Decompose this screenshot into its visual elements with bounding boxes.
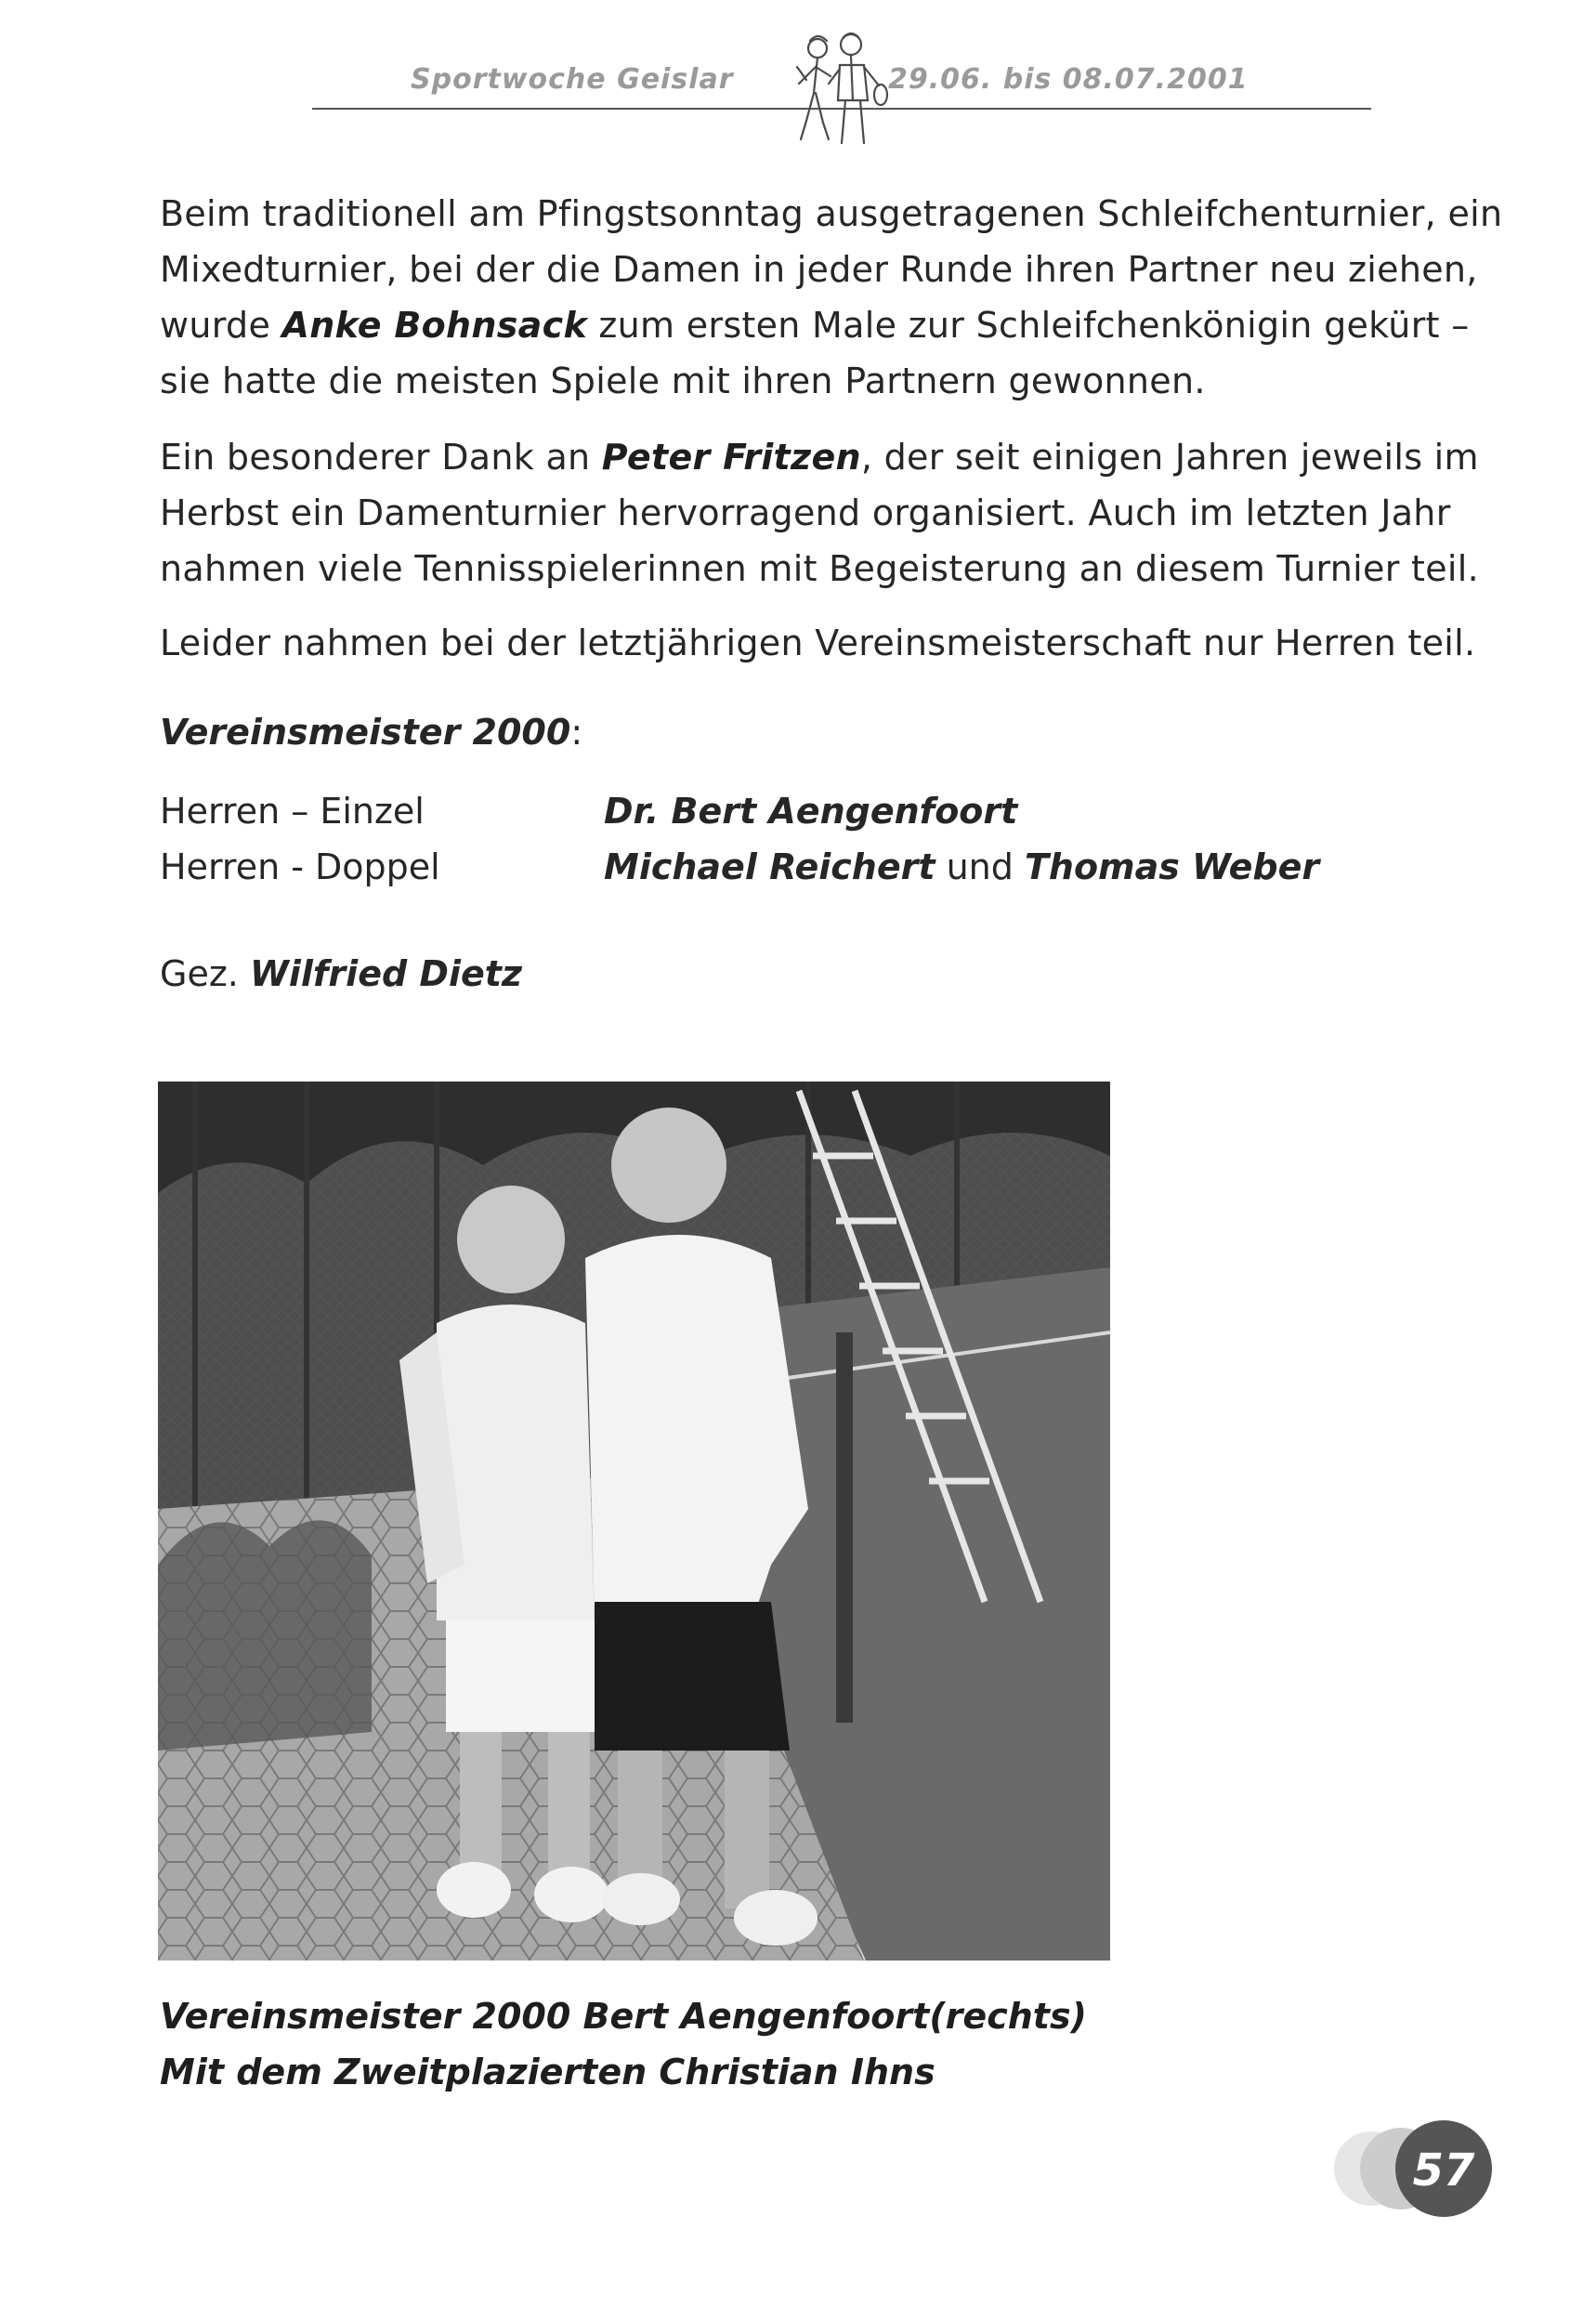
champion-category: Herren – Einzel <box>160 791 425 832</box>
photo-caption <box>160 1988 1087 2100</box>
highlighted-name: Peter Fritzen <box>601 437 861 478</box>
paragraph-text: Beim traditionell am Pfingstsonntag ausgetragenen Schleifchenturnier, ein Mixedturnier, bei der die Damen in jeder Runde ihren Partner neu ziehen, wurde <box>160 193 1503 346</box>
caption-line: Mit dem Zweitplazierten Christian Ihns <box>160 2052 935 2092</box>
signature-prefix: Gez. <box>160 953 250 994</box>
paragraph-vereinsmeisterschaft <box>160 615 1507 671</box>
champion-winner: Dr. Bert Aengenfoort <box>604 791 1018 832</box>
tennis-champions-photo <box>158 1082 1110 1960</box>
page-number: 57 <box>1412 2144 1475 2197</box>
page-header <box>312 56 1371 167</box>
champions-title: Vereinsmeister 2000 <box>160 712 571 753</box>
champion-winner: Michael Reichert <box>604 846 935 887</box>
champion-joiner: und <box>935 846 1025 887</box>
highlighted-name: Anke Bohnsack <box>281 305 588 346</box>
paragraph-text: Leider nahmen bei der letztjährigen Vereinsmeisterschaft nur Herren teil. <box>160 623 1476 663</box>
tennis-players-logo-icon <box>778 28 888 167</box>
champion-winners <box>604 839 1319 895</box>
signature <box>160 946 522 1002</box>
signature-name: Wilfried Dietz <box>249 953 523 994</box>
page-number-badge <box>1334 2111 1501 2223</box>
paragraph-schleifchenturnier <box>160 186 1507 409</box>
paragraph-damenturnier <box>160 429 1507 597</box>
champion-winner: Thomas Weber <box>1024 846 1320 887</box>
photo-illustration <box>158 1082 1110 1960</box>
header-event-name: Sportwoche Geislar <box>405 63 739 96</box>
champions-heading <box>160 704 582 760</box>
paragraph-text: zum ersten Male zur Schleifchenkönigin gekürt – sie hatte die meisten Spiele mit ihren Partnern gewonnen. <box>160 305 1470 401</box>
paragraph-text: , der seit einigen Jahren jeweils im Herbst ein Damenturnier hervorragend organisiert. Auch im letzten Jahr nahmen viele Tennisspielerinnen mit Begeisterung an diesem Turnier teil. <box>160 437 1479 589</box>
caption-line: Vereinsmeister 2000 Bert Aengenfoort(rechts) <box>160 1996 1087 2037</box>
champions-title-colon: : <box>570 712 583 753</box>
paragraph-text: Ein besonderer Dank an <box>160 437 602 478</box>
header-event-dates: 29.06. bis 08.07.2001 <box>883 63 1254 96</box>
champion-category: Herren - Doppel <box>160 846 440 887</box>
